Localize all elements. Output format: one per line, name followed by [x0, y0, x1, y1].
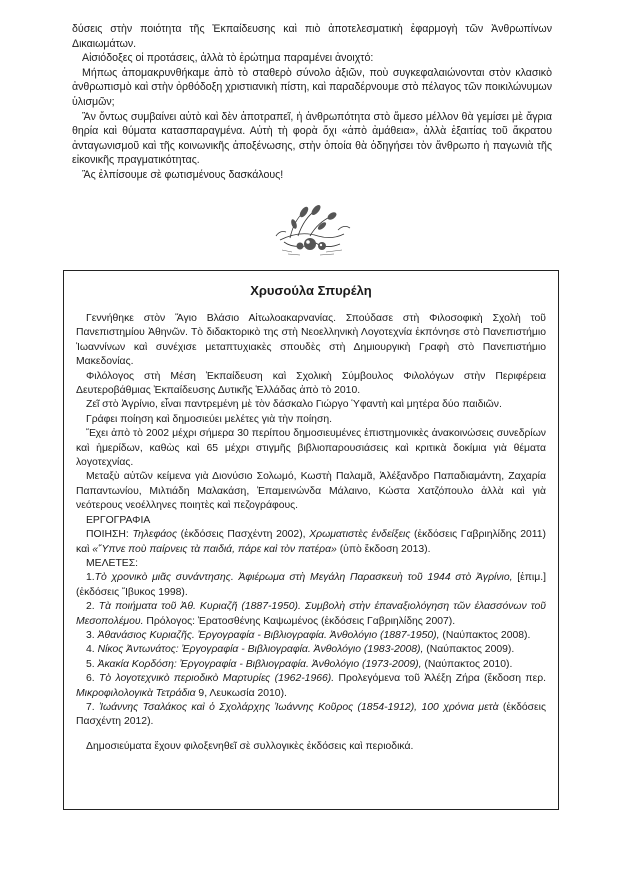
- article-paragraph-5: Ἂς ἐλπίσουμε σὲ φωτισμένους δασκάλους!: [82, 168, 284, 181]
- poetry-title-2: Χρωματιστὲς ἐνδείξεις: [309, 529, 411, 541]
- study-item-7: [76, 701, 546, 730]
- study-number: 5.: [86, 658, 95, 670]
- article-text: [72, 22, 552, 183]
- study-item-4: [76, 643, 546, 657]
- study-number: 4.: [86, 644, 95, 656]
- bio-paragraph-2: Φιλόλογος στὴ Μέση Ἐκπαίδευση καὶ Σχολικὴ Σύμβουλος Φιλολόγων στὴν Περιφέρεια Δευτεροβάθμιας Ἐκπαίδευσης Δυτικῆς Ἑλλάδας ἀπὸ τὸ 2010.: [76, 370, 546, 397]
- publications-note: Δημοσιεύματα ἔχουν φιλοξενηθεῖ σὲ συλλογικὲς ἐκδόσεις καὶ περιοδικά.: [86, 740, 414, 752]
- study-details: (Ναύπακτος 2008).: [439, 629, 531, 641]
- bio-paragraph-1: Γεννήθηκε στὸν Ἅγιο Βλάσιο Αἰτωλοακαρνανίας. Σπούδασε στὴ Φιλοσοφικὴ Σχολὴ τοῦ Πανεπιστημίου Ἀθηνῶν. Τὸ διδακτορικὸ της στὴ Νεοελληνικὴ Λογοτεχνία ἐκπόνησε στὸ Πανεπιστήμιο Ἰωαννίνων καὶ συνέχισε μεταπτυχιακὲς σπουδὲς στὴ Δημιουργικὴ Γραφὴ στὸ Πανεπιστήμιο Μακεδονίας.: [76, 313, 546, 368]
- study-title: Νίκος Ἀντωνάτος: Ἐργογραφία - Βιβλιογραφία. Ἀνθολόγιο (1983-2008),: [97, 644, 424, 656]
- poetry-label: ΠΟΙΗΣΗ:: [86, 529, 133, 541]
- study-title: Ἀκακία Κορδόση: Ἐργογραφία - Βιβλιογραφία. Ἀνθολόγιο (1973-2009),: [97, 658, 422, 670]
- study-title: Τὸ χρονικὸ μιᾶς συνάντησης. Ἀφιέρωμα στὴ Μεγάλη Παρασκευὴ τοῦ 1944 στὸ Ἀγρίνιο,: [94, 572, 513, 584]
- article-paragraph-3: Μήπως ἀπομακρυνθήκαμε ἀπὸ τὸ σταθερὸ σύνολο ἀξιῶν, ποὺ συγκεφαλαιώνονται στὸν κλασικὸ ἀνθρωπισμὸ καὶ στὴν ὀρθόδοξη χριστιανικὴ πίστη, καὶ παραδέρνουμε στὸ πέλαγος τῶν ποικιλώνυμων ὑλισμῶν;: [72, 66, 552, 108]
- bio-paragraph-3: Ζεῖ στὸ Ἀγρίνιο, εἶναι παντρεμένη μὲ τὸν δάσκαλο Γιώργο Ὑφαντὴ καὶ μητέρα δύο παιδιῶν.: [86, 399, 502, 411]
- study-title: Τὸ λογοτεχνικὸ περιοδικὸ Μαρτυρίες (1962-1966).: [99, 673, 335, 685]
- studies-heading: ΜΕΛΕΤΕΣ:: [86, 557, 139, 569]
- poetry-title-3: «Ὕπνε ποὺ παίρνεις τὰ παιδιά, πάρε καὶ τὸν πατέρα»: [92, 543, 337, 555]
- bio-paragraph-5: Ἔχει ἀπὸ τὸ 2002 μέχρι σήμερα 30 περίπου δημοσιευμένες ἐπιστημονικὲς ἀνακοινώσεις συνεδρίων καὶ ἡμερίδων, καθὼς καὶ 65 μέχρι στιγμῆς βιβλιοπαρουσιάσεις καὶ κριτικὰ δοκίμια γιὰ θέματα λογοτεχνίας.: [76, 428, 546, 469]
- article-paragraph-1: δύσεις στὴν ποιότητα τῆς Ἐκπαίδευσης καὶ πιὸ ἀποτελεσματικὴ ἐφαρμογὴ τῶν Ἀνθρωπίνων Δικαιωμάτων.: [72, 23, 552, 50]
- study-number: 6.: [86, 673, 95, 685]
- study-item-2: [76, 600, 546, 629]
- poetry-detail-2: (ἐκδόσεις Γαβριηλίδης 2011) καὶ: [76, 529, 546, 555]
- study-title: Τὰ ποιήματα τοῦ Ἀθ. Κυριαζῆ (1887-1950). Συμβολὴ στὴν ἐπαναξιολόγηση τῶν ἐλασσόνων τοῦ Μεσοπολέμου.: [76, 601, 547, 627]
- study-details-end: 9, Λευκωσία 2010).: [195, 687, 287, 699]
- study-details: Προλεγόμενα τοῦ Ἀλέξη Ζήρα (ἔκδοση περ.: [334, 673, 547, 685]
- article-paragraph-2: Αἰσιόδοξες οἱ προτάσεις, ἀλλὰ τὸ ἐρώτημα παραμένει ἀνοιχτό:: [82, 52, 374, 65]
- study-details: Πρόλογος: Ἐρατοσθένης Καψωμένος (ἐκδόσεις Γαβριηλίδης 2007).: [143, 615, 456, 627]
- study-item-6: [76, 672, 546, 701]
- biography-body: [76, 312, 546, 754]
- poetry-entry: [76, 528, 546, 557]
- floral-ornament-icon: [270, 200, 352, 258]
- bio-paragraph-4: Γράφει ποίηση καὶ δημοσιεύει μελέτες γιὰ τὴν ποίηση.: [86, 413, 333, 425]
- poetry-title-1: Τηλεφάος: [132, 529, 177, 541]
- study-item-5: [76, 658, 546, 672]
- study-details: (Ναύπακτος 2010).: [421, 658, 513, 670]
- ergography-heading: ΕΡΓΟΓΡΑΦΙΑ: [86, 514, 151, 526]
- study-number: 7.: [86, 701, 95, 713]
- study-details: (Ναύπακτος 2009).: [423, 644, 515, 656]
- study-item-3: [76, 629, 546, 643]
- study-title: Ἀθανάσιος Κυριαζῆς. Ἐργογραφία - Βιβλιογραφία. Ἀνθολόγιο (1887-1950),: [97, 629, 440, 641]
- biography-box: [63, 270, 559, 810]
- study-details: (ἐκδόσεις Πασχέντη 2012).: [76, 701, 546, 728]
- poetry-detail-3: (ὑπὸ ἔκδοση 2013).: [336, 543, 431, 555]
- study-number: 2.: [86, 601, 95, 613]
- bio-paragraph-6: Μεταξὺ αὐτῶν κείμενα γιὰ Διονύσιο Σολωμό, Κωστὴ Παλαμᾶ, Ἀλέξανδρο Παπαδιαμάντη, Ζαχαρία Παπαντωνίου, Μιλτιάδη Μαλακάση, Ἐπαμεινώνδα Μάλαινο, Κώστα Χατζόπουλο ἀλλὰ καὶ γιὰ νεότερους νεοέλληνες ποιητὲς καὶ πεζογράφους.: [76, 471, 546, 512]
- study-number: 3.: [86, 629, 95, 641]
- study-title: Ἰωάννης Τσαλάκος καὶ ὁ Σχολάρχης Ἰωάννης Κοῦρος (1854-1912), 100 χρόνια μετὰ: [99, 701, 499, 713]
- study-number: 1.: [86, 572, 95, 584]
- study-details: [ἐπιμ.] (ἐκδόσεις Ἴβυκος 1998).: [76, 572, 546, 598]
- journal-title: Μικροφιλολογικὰ Τετράδια: [76, 687, 196, 699]
- article-paragraph-4: Ἂν ὄντως συμβαίνει αὐτὸ καὶ δὲν ἀποτραπεῖ, ἡ ἀνθρωπότητα στὸ ἄμεσο μέλλον θὰ γεμίσει μὲ ἄγρια θηρία καὶ θύματα κατασπαραγμένα. Αὐτὴ τὴ φορὰ ὄχι «ἀπὸ ἀμάθεια», ἀλλὰ ἐξαιτίας τοῦ ἄκρατου ἀνταγωνισμοῦ καὶ τῆς κοινωνικῆς ἀποξένωσης, στὴν ὁποία θὰ ὁδηγήσει τὸν ἄνθρωπο ἡ παγωνιὰ τῆς εἰκονικῆς πραγματικότητας.: [72, 110, 552, 167]
- study-item-1: [76, 571, 546, 600]
- biography-title: Χρυσούλα Σπυρέλη: [250, 283, 372, 298]
- poetry-detail-1: (ἐκδόσεις Πασχέντη 2002),: [177, 529, 310, 541]
